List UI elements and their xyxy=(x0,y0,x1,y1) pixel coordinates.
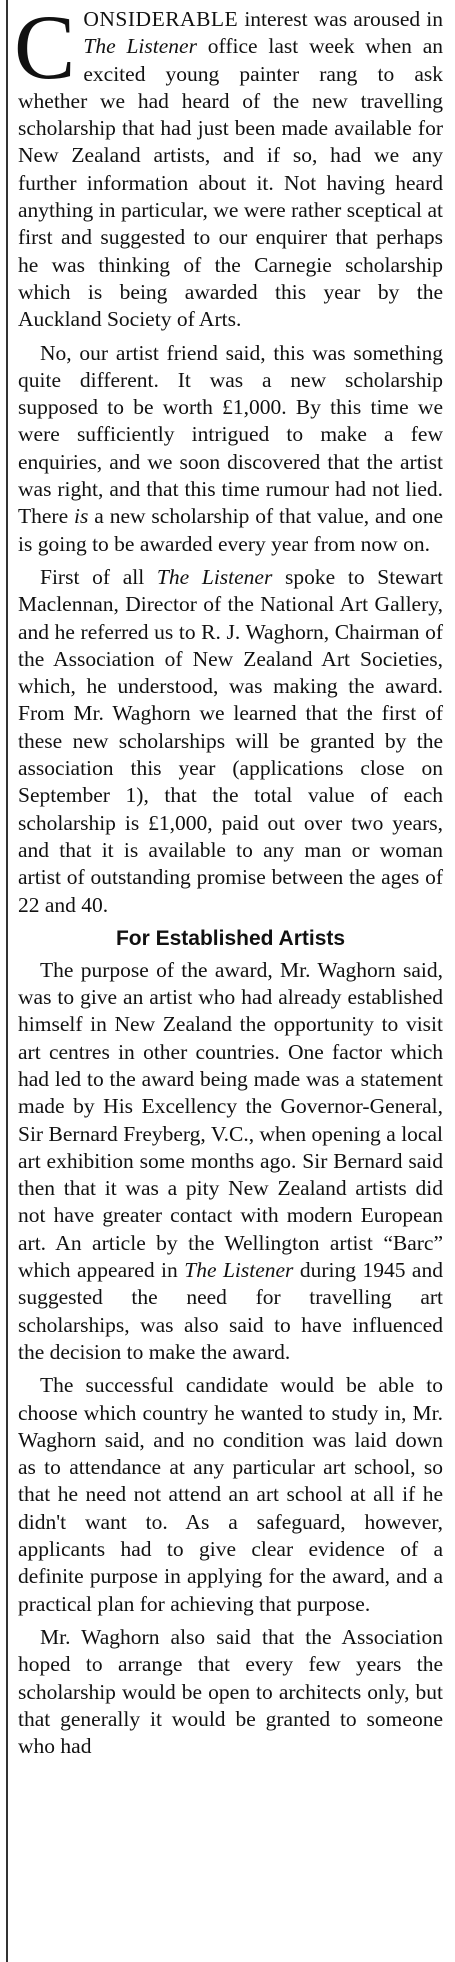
paragraph-5: The successful candidate would be able to choose which country he wanted to study in, Mr. Waghorn said, and no condition was laid down as to attendance at any particular art school, so that he need not attend an art school at all if he didn't want to. As a safeguard, however, applicants had to give clear evidence of a definite purpose in applying for the award, and a practical plan for achieving that purpose. xyxy=(18,1373,443,1616)
paragraph-1-text-b: office last week when an excited young painter rang to ask whether we had heard of the new travelling scholarship that had just been made available for New Zealand artists, and if so, had we any further information about it. Not having heard anything in particular, we were rather sceptical at first and suggested to our enquirer that perhaps he was thinking of the Carnegie scholarship which is being awarded this year by the Auckland Society of Arts. xyxy=(18,34,443,332)
paragraph-1 xyxy=(14,0,443,334)
publication-name: The Listener xyxy=(156,564,273,589)
paragraph-4 xyxy=(18,957,443,1366)
paragraph-4-text-a: The purpose of the award, Mr. Waghorn said, was to give an artist who had already established himself in New Zealand the opportunity to visit art centres in other countries. One factor which had led to the award being made was a statement made by His Excellency the Governor-General, Sir Bernard Freyberg, V.C., when opening a local art exhibition some months ago. Sir Bernard said then that it was a pity New Zealand artists did not have greater contact with modern European art. An article by the Wellington artist “Barc” which appeared in xyxy=(18,957,443,1283)
paragraph-2 xyxy=(18,340,443,558)
paragraph-6: Mr. Waghorn also said that the Association hoped to arrange that every few years the scholarship would be open to architects only, but that generally it would be granted to someone who had xyxy=(18,1624,443,1759)
paragraph-3-text-b: spoke to Stewart Maclennan, Director of the National Art Gallery, and he referred us to R. J. Waghorn, Chairman of the Association of New Zealand Art Societies, which, he understood, was making the award. From Mr. Waghorn we learned that the first of these new scholarships will be granted by the association this year (applications close on September 1), that the total value of each scholarship is £1,000, paid out over two years, and that it is available to any man or woman artist of outstanding promise between the ages of 22 and 40. xyxy=(18,564,443,917)
emphasis-is: is xyxy=(74,504,89,529)
paragraph-2-text-b: a new scholarship of that value, and one is going to be awarded every year from now on. xyxy=(18,504,443,556)
publication-name: The Listener xyxy=(83,34,197,59)
publication-name: The Listener xyxy=(184,1258,294,1283)
drop-cap: C xyxy=(14,0,76,98)
paragraph-3 xyxy=(18,564,443,919)
paragraph-3-text-a: First of all xyxy=(40,564,157,589)
paragraph-4-text-b: during 1945 and suggested the need for travelling art scholarships, was also said to have influenced the decision to make the award. xyxy=(18,1258,443,1364)
paragraph-1-text-a: interest was aroused in xyxy=(238,7,443,31)
lead-caps: ONSIDERABLE xyxy=(83,7,239,31)
paragraph-2-text-a: No, our artist friend said, this was something quite different. It was a new scholarship supposed to be worth £1,000. By this time we were sufficiently intrigued to make a few enquiries, and we soon discovered that the artist was right, and that this time rumour had not lied. There xyxy=(18,340,443,529)
article-column xyxy=(14,0,443,1760)
column-rule xyxy=(6,0,8,1962)
section-subheading: For Established Artists xyxy=(115,926,346,950)
